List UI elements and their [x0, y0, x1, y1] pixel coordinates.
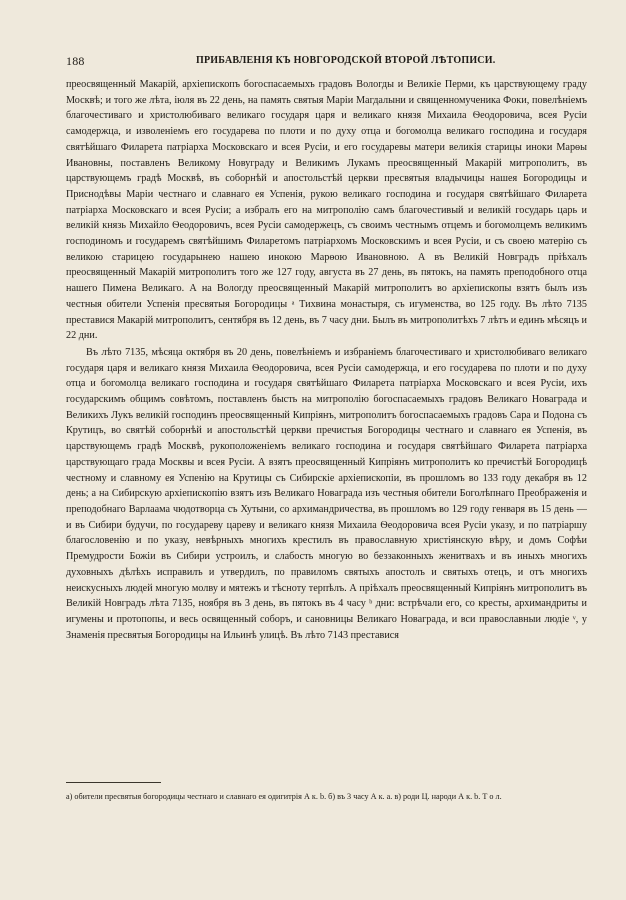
paragraph-2: Въ лѣто 7135, мѣсяца октября въ 20 день, повелѣніемъ и избраніемъ благочестиваго и христолюбиваго великаго государя царя и великаго князя Михаила Ѳеодоровича, всея Русіи самодержца, и его государева по плоти и по духу отца и богомолца великаго господина и государя святѣйшаго Филарета патріарха Московскаго и всея Русіи, ихъ государскимъ общимъ совѣтомъ, поставленъ бысть на митрополію богоспасаемыхъ градовъ Великаго Новаграда и Великихъ Лукъ великій господинъ преосвященный Кипріянъ, митрополитъ богоспасаемыхъ градовъ Сара и Подона съ Крутицъ, во святѣй соборнѣй и апостольстѣй церкви пречистыя Богородицы честнаго и славнаго ея Успенія, въ царствующемъ градѣ Москвѣ, рукоположеніемъ великаго господина и государя святѣйшаго Филарета патріарха царствующаго града Москвы и всея Русіи. А взятъ преосвященный Кипріянъ митрополитъ ко пречистѣй Богородицѣ честному и славному ея Успенію на Крутицы съ Сибирскіе архіепископіи, въ прошломъ во 133 году декабря въ 12 день; а на Сибирскую архіепископію взятъ изъ Великаго Новаграда изъ честныя обители Боголѣпнаго Преображенія и преподобнаго Варлаама чюдотворца съ Хутыни, со архимандричества, въ прошломъ во 129 году генваря въ 15 день — и въ Сибири будучи, по государеву цареву и великаго князя Михаила Ѳеодоровича всея Русіи указу, и по патріаршу благословенію и по указу, невѣрныхъ многихъ крестилъ въ православную христіянскую вѣру, и домъ Софѣи Премудрости Божіи въ Сибири устроилъ, и слабость многую во беззаконныхъ женитвахъ и въ иныхъ многихъ духовныхъ дѣлѣхъ исправилъ и утвердилъ, по правиломъ святыхъ апостолъ и святыхъ отецъ, и отъ многихъ неискусныхъ людей многую молву и мятежъ и тѣсноту терпѣлъ. А пріѣхалъ преосвященный Кипріянъ митрополитъ въ Великій Новградъ лѣта 7135, ноября въ 3 день, въ пятокъ въ 4 часу ᵇ дни: встрѣчали его, со кресты, архимандриты и игумены и протопопы, и весь освященный соборъ, и сановницы Великаго Новаграда, и вси православныи людіе ᵛ, у Знаменія пресвятыя Богородицы на Ильинѣ улицѣ. Въ лѣто 7143 преставися — [66, 346, 587, 641]
page-header — [66, 54, 586, 70]
paragraph-1: преосвященный Макарій, архіепископъ богоспасаемыхъ градовъ Вологды и Великіе Перми, къ царствующему граду Москвѣ; и того же лѣта, іюля въ 22 день, на память святыя Маріи Магдалыни и священномученика Фоки, повелѣніемъ благочестиваго и христолюбиваго великаго государя царя и великаго князя Михаила Ѳеодоровича, всея Русіи самодержца, и изволеніемъ его государева по плоти и по духу отца и богомолца великаго господина и государя святѣйшаго Филарета патріарха Московскаго и всея Русіи, и его государевы матери великія старицы иноки Марѳы Ивановны, поставленъ Великому Новуграду и Великимъ Лукамъ преосвященный Макарій митрополитъ, въ царствующемъ градѣ Москвѣ, въ соборнѣй и апостольстѣй церкви пресвятыя владычицы нашея Богородицы и Приснодѣвы Маріи честнаго и славнаго ея Успенія, рукою великаго господина и государя святѣйшаго Филарета патріарха Московскаго и всея Русіи; а избралъ его на митрополію самъ благочестивый и великій государь царь и великій князь Михайло Ѳеодоровичъ, всея Русіи самодержецъ, съ своимъ честнымъ отцемъ и богомолцемъ великимъ господиномъ и государемъ святѣйшимъ Филаретомъ патріархомъ Московскимъ и всея Русіи, и съ своею матерію съ великою старицею государынею нашею инокою Марѳою Ивановною. А въ Великій Новградъ пріѣхалъ преосвященный Макарій митрополитъ того же 127 году, августа въ 27 день, въ пятокъ, на память преподобного отца нашего Пимена Великаго. А на Вологду преосвященный Макарій митрополитъ во архіепископы взятъ былъ изъ честныя обители Успенія пресвятыя Богородицы ᵃ Тихвина монастыря, съ игуменства, во 125 году. Въ лѣто 7135 преставися Макарій митрополитъ, сентября въ 12 день, въ 7 часу дни. Былъ въ митрополитѣхъ 7 лѣтъ и единъ мѣсяцъ и 22 дни. — [66, 79, 587, 342]
running-title: ПРИБАВЛЕНІЯ КЪ НОВГОРОДСКОЙ ВТОРОЙ ЛѢТОПИСИ. — [196, 55, 496, 66]
footnote-rule — [66, 782, 161, 783]
footnote-text: а) обители пресвятыя богородицы честнаго и славнаго ея одигитрія А к. b. б) въ 3 часу А к. а. в) роди Ц. народи А к. b. Т о л. — [66, 792, 502, 801]
main-text — [66, 77, 587, 643]
footnotes — [66, 790, 587, 804]
page-number: 188 — [66, 54, 85, 68]
